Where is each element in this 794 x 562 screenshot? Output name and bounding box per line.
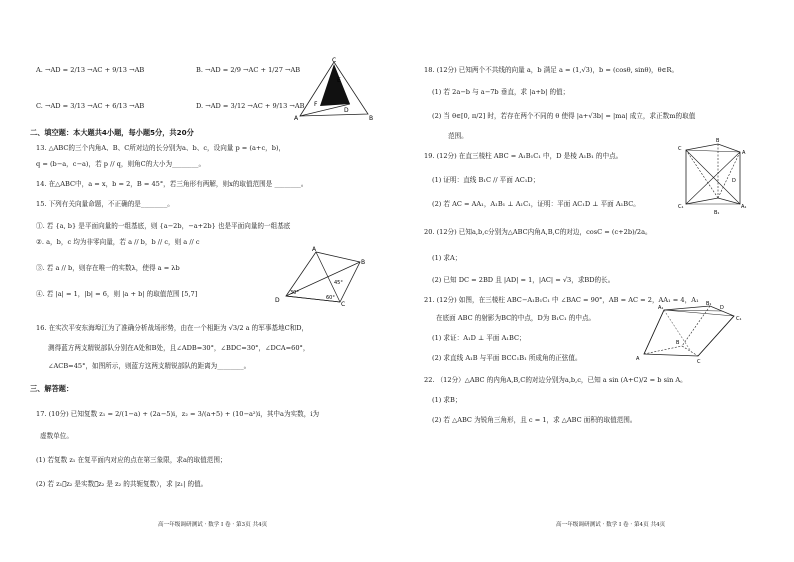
choice-b: B. →AD = 2/9 →AC + 1/27 →AB — [196, 66, 301, 74]
q17-part-1: (1) 若复数 z₁ 在复平面内对应的点在第三象限，求a的取值范围； — [36, 456, 227, 464]
choice-c: C. →AD = 3/13 →AC + 6/13 →AB — [36, 102, 145, 110]
q18-line1: 18. (12分) 已知两个不共线的向量 a，b 满足 a = (1,√3)，b = (cosθ, sinθ)，θ∈R。 — [424, 66, 679, 74]
q19-part-2: (2) 若 AC = AA₁，A₁B₁ ⊥ A₁C₁，证明：平面 AC₁D ⊥ 平面 A₁BC。 — [432, 200, 640, 208]
q20-part-1: (1) 求A； — [432, 254, 462, 262]
q19-part-1: (1) 证明：直线 B₁C // 平面 AC₁D； — [432, 176, 540, 184]
fig2-label-a: A — [312, 246, 317, 253]
q22-part-1: (1) 求B； — [432, 396, 462, 404]
q17-line2: 虚数单位。 — [40, 432, 73, 440]
fig1-label-c: C — [332, 57, 337, 64]
q16-line3: ∠ACB=45°，如图所示，则蓝方这两支精锐部队的距离为________。 — [48, 362, 251, 370]
fig2-angle-30: 30° — [290, 290, 299, 296]
fig1-label-b: B — [369, 115, 374, 122]
q14: 14. 在△ABC中，a = x，b = 2，B = 45°，若三角形有两解，则x的取值范围是 ________。 — [36, 180, 308, 188]
section-2-heading: 二、填空题：本大题共4小题，每小题5分，共20分 — [30, 128, 194, 137]
fig1-label-f: F — [314, 101, 318, 108]
fig3-label-a: A — [742, 150, 746, 156]
q21-part-1: (1) 求证：A₁D ⊥ 平面 A₁BC； — [432, 334, 526, 342]
fig1-label-e: E — [337, 77, 341, 84]
q21-line2: 在底面 ABC 的射影为BC的中点，D为 B₁C₁ 的中点。 — [436, 314, 596, 322]
fig3-label-b: B — [716, 138, 720, 144]
q22-part-2: (2) 若 △ABC 为锐角三角形，且 c = 1，求 △ABC 面积的取值范围。 — [432, 416, 637, 424]
fig4-label-c: C — [697, 359, 701, 365]
fig1-label-a: A — [294, 115, 299, 122]
q20-line1: 20. (12分) 已知a,b,c分别为△ABC内角A,B,C的对边，cosC = (c+2b)/2a。 — [424, 228, 652, 236]
fig3-label-a1: A₁ — [741, 204, 747, 210]
fig4-label-c1: C₁ — [736, 316, 742, 322]
fig2-label-c: C — [341, 301, 346, 308]
choice-d: D. →AD = 3/12 →AC + 9/13 →AB — [196, 102, 305, 110]
oblique-prism-figure — [634, 302, 754, 364]
q21-line1: 21. (12分) 如图，在三棱柱 ABC−A₁B₁C₁ 中 ∠BAC = 90°，AB = AC = 2，AA₁ = 4，A₁ — [424, 296, 699, 304]
left-footer: 高一年级调研测试 · 数学 Ⅰ 卷 · 第3页 共4页 — [158, 522, 268, 528]
fig4-label-b: B — [676, 340, 680, 346]
fig3-label-c: C — [678, 146, 682, 152]
q22-line1: 22. （12分）△ABC 的内角A,B,C的对边分别为a,b,c，已知 a sin (A+C)/2 = b sin A。 — [424, 376, 687, 384]
q17-line1: 17. (10分) 已知复数 z₁ = 2/(1−a) + (2a−5)i，z₂ = 3/(a+5) + (10−a²)i，其中a为实数，i为 — [36, 410, 320, 418]
fig4-label-a: A — [636, 356, 640, 362]
fig2-label-d: D — [275, 297, 280, 304]
fig1-label-d: D — [344, 107, 349, 114]
q13-line2: q = (b−a，c−a)，若 p // q，则角C的大小为________。 — [36, 160, 206, 168]
quadrilateral-figure — [272, 244, 368, 306]
section-3-heading: 三、解答题： — [30, 384, 74, 393]
fig3-label-c1: C₁ — [678, 204, 684, 210]
q21-part-2: (2) 求直线 A₁B 与平面 BCC₁B₁ 所成角的正弦值。 — [432, 354, 582, 362]
fig4-label-a1: A₁ — [658, 305, 664, 311]
q18-part-2-line2: 范围。 — [448, 132, 468, 140]
q16-line2: 测得蓝方两支精锐部队分别在A处和B处，且∠ADB=30°，∠BDC=30°，∠DCA=60°， — [48, 344, 310, 352]
fig2-angle-45: 45° — [334, 280, 343, 286]
q15-item-2: ②. a，b，c 均为非零向量，若 a // b，b // c，则 a // c — [36, 238, 200, 246]
q15-item-4: ④. 若 |a| = 1，|b| = 6，则 |a + b| 的取值范围 [5,7] — [36, 290, 198, 298]
q18-part-2-line1: (2) 当 θ∈[0, π/2] 时，若存在两个不同的 θ 使得 |a+√3b| = |ma| 成立，求正数m的取值 — [432, 112, 696, 120]
fig3-label-d: D — [732, 178, 736, 184]
q20-part-2: (2) 已知 DC = 2BD 且 |AD| = 1，|AC| = √3，求BD的长。 — [432, 276, 615, 284]
choice-a: A. →AD = 2/13 →AC + 9/13 →AB — [36, 66, 145, 74]
fig3-label-b1: B₁ — [714, 210, 720, 216]
fig4-label-b1: B₁ — [706, 301, 712, 307]
triangle-figure — [292, 56, 374, 122]
fig2-label-b: B — [361, 259, 366, 266]
q15: 15. 下列有关向量命题，不正确的是________。 — [36, 200, 174, 208]
right-footer: 高一年级调研测试 · 数学 Ⅰ 卷 · 第4页 共4页 — [556, 522, 666, 528]
q15-item-1: ①. 若 {a, b} 是平面向量的一组基底，则 {a−2b，−a+2b} 也是平面向量的一组基底 — [36, 222, 291, 230]
fig2-angle-60: 60° — [326, 295, 335, 301]
q17-part-2: (2) 若 z₁，̅z₂ 是实数（̅z₂ 是 z₂ 的共轭复数），求 |z₁| 的值。 — [36, 480, 208, 488]
q18-part-1: (1) 若 2a−b 与 a−7b 垂直，求 |a+b| 的值； — [432, 88, 570, 96]
q15-item-3: ③. 若 a // b，则存在唯一的实数λ，使得 a = λb — [36, 264, 180, 272]
q19-line1: 19. (12分) 在直三棱柱 ABC = A₁B₁C₁ 中，D 是棱 A₁B₁ 的中点。 — [424, 152, 623, 160]
q16-line1: 16. 在实次平安东海埠江为了准确分析战场形势，由在一个相距为 √3/2 a 的军事基地C和D， — [36, 324, 309, 332]
prism-figure — [678, 138, 750, 218]
q13-line1: 13. △ABC的三个内角A、B、C所对边的长分别为a、b、c，设向量 p = (a+c，b)， — [36, 144, 286, 152]
fig4-label-d: D — [720, 305, 724, 311]
